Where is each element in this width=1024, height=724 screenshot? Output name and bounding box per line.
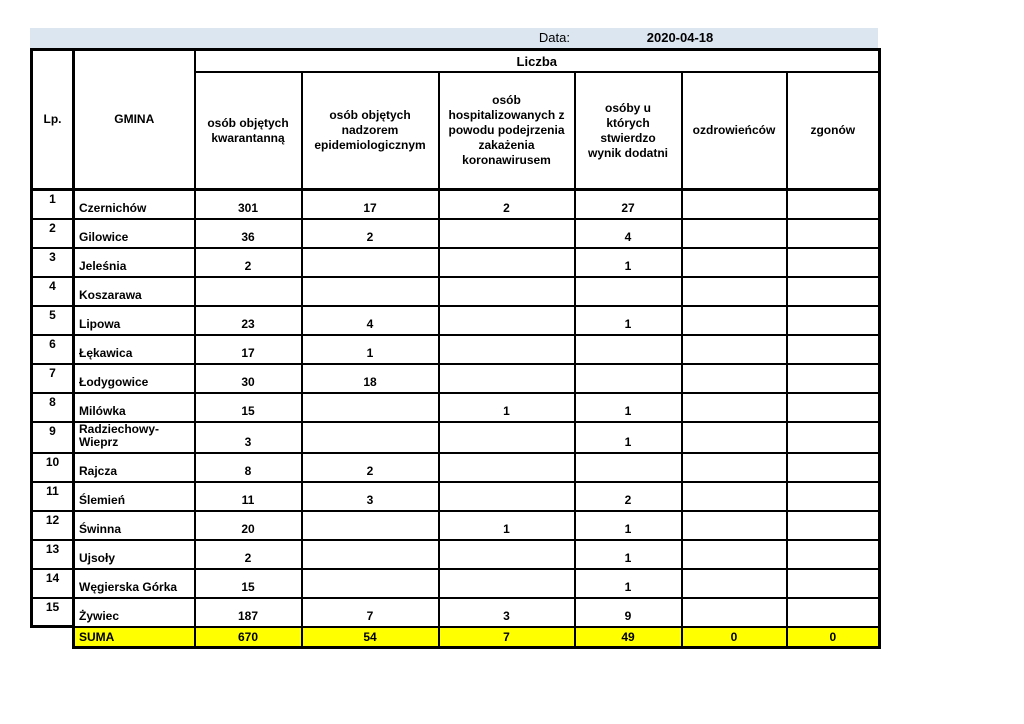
kwarantanna-value-cell: 2 bbox=[195, 540, 302, 569]
col-header-kwarantanna: osób objętych kwarantanną bbox=[195, 72, 302, 190]
col-header-hospitalizowani: osób hospitalizowanych z powodu podejrzenia zakażenia koronawirusem bbox=[439, 72, 575, 190]
col-header-wynik-dodatni: osóby u których stwierdzo wynik dodatni bbox=[575, 72, 682, 190]
ozdrowiency-value-cell bbox=[682, 219, 787, 248]
kwarantanna-value-cell: 36 bbox=[195, 219, 302, 248]
wynik-dodatni-value-cell: 1 bbox=[575, 511, 682, 540]
gmina-name-cell: Łękawica bbox=[74, 335, 195, 364]
nadzor-value-cell bbox=[302, 393, 439, 422]
row-number-cell: 6 bbox=[32, 335, 74, 364]
summary-value-wynik-dodatni: 49 bbox=[575, 627, 682, 648]
kwarantanna-value-cell bbox=[195, 277, 302, 306]
summary-value-nadzor: 54 bbox=[302, 627, 439, 648]
ozdrowiency-value-cell bbox=[682, 248, 787, 277]
row-number-cell: 13 bbox=[32, 540, 74, 569]
nadzor-value-cell: 17 bbox=[302, 190, 439, 219]
kwarantanna-value-cell: 2 bbox=[195, 248, 302, 277]
zgony-value-cell bbox=[787, 219, 880, 248]
nadzor-value-cell: 2 bbox=[302, 219, 439, 248]
hospitalizowani-value-cell bbox=[439, 248, 575, 277]
hospitalizowani-value-cell bbox=[439, 482, 575, 511]
table-row bbox=[32, 277, 880, 306]
zgony-value-cell bbox=[787, 598, 880, 627]
gmina-name-cell: Ujsoły bbox=[74, 540, 195, 569]
gmina-name-cell: Lipowa bbox=[74, 306, 195, 335]
col-header-nadzor: osób objętych nadzorem epidemiologicznym bbox=[302, 72, 439, 190]
zgony-value-cell bbox=[787, 511, 880, 540]
table-row bbox=[32, 219, 880, 248]
row-number-cell: 11 bbox=[32, 482, 74, 511]
nadzor-value-cell bbox=[302, 248, 439, 277]
row-number-cell: 4 bbox=[32, 277, 74, 306]
ozdrowiency-value-cell bbox=[682, 511, 787, 540]
kwarantanna-value-cell: 187 bbox=[195, 598, 302, 627]
hospitalizowani-value-cell bbox=[439, 569, 575, 598]
wynik-dodatni-value-cell: 1 bbox=[575, 248, 682, 277]
hospitalizowani-value-cell bbox=[439, 306, 575, 335]
summary-row bbox=[32, 627, 880, 648]
date-label: Data: bbox=[538, 30, 570, 45]
zgony-value-cell bbox=[787, 569, 880, 598]
nadzor-value-cell: 18 bbox=[302, 364, 439, 393]
kwarantanna-value-cell: 3 bbox=[195, 422, 302, 453]
wynik-dodatni-value-cell: 2 bbox=[575, 482, 682, 511]
hospitalizowani-value-cell bbox=[439, 540, 575, 569]
nadzor-value-cell: 7 bbox=[302, 598, 439, 627]
wynik-dodatni-value-cell: 27 bbox=[575, 190, 682, 219]
summary-spacer-cell bbox=[32, 627, 74, 648]
kwarantanna-value-cell: 301 bbox=[195, 190, 302, 219]
zgony-value-cell bbox=[787, 422, 880, 453]
hospitalizowani-value-cell bbox=[439, 219, 575, 248]
wynik-dodatni-value-cell: 9 bbox=[575, 598, 682, 627]
kwarantanna-value-cell: 15 bbox=[195, 393, 302, 422]
table-row bbox=[32, 598, 880, 627]
zgony-value-cell bbox=[787, 248, 880, 277]
gmina-name-cell: Radziechowy-Wieprz bbox=[74, 422, 195, 453]
hospitalizowani-value-cell bbox=[439, 422, 575, 453]
ozdrowiency-value-cell bbox=[682, 277, 787, 306]
hospitalizowani-value-cell: 1 bbox=[439, 393, 575, 422]
hospitalizowani-value-cell bbox=[439, 335, 575, 364]
wynik-dodatni-value-cell: 1 bbox=[575, 393, 682, 422]
table-row bbox=[32, 393, 880, 422]
col-header-ozdrowiency: ozdrowieńców bbox=[682, 72, 787, 190]
ozdrowiency-value-cell bbox=[682, 422, 787, 453]
row-number-cell: 12 bbox=[32, 511, 74, 540]
hospitalizowani-value-cell bbox=[439, 453, 575, 482]
table-row bbox=[32, 569, 880, 598]
col-header-lp: Lp. bbox=[32, 50, 74, 190]
row-number-cell: 10 bbox=[32, 453, 74, 482]
ozdrowiency-value-cell bbox=[682, 393, 787, 422]
summary-label: SUMA bbox=[74, 627, 195, 648]
nadzor-value-cell bbox=[302, 277, 439, 306]
col-header-zgony: zgonów bbox=[787, 72, 880, 190]
table-row bbox=[32, 248, 880, 277]
ozdrowiency-value-cell bbox=[682, 569, 787, 598]
zgony-value-cell bbox=[787, 277, 880, 306]
table-row bbox=[32, 190, 880, 219]
nadzor-value-cell: 4 bbox=[302, 306, 439, 335]
nadzor-value-cell bbox=[302, 540, 439, 569]
wynik-dodatni-value-cell bbox=[575, 364, 682, 393]
nadzor-value-cell bbox=[302, 511, 439, 540]
zgony-value-cell bbox=[787, 540, 880, 569]
nadzor-value-cell bbox=[302, 569, 439, 598]
table-row bbox=[32, 422, 880, 453]
zgony-value-cell bbox=[787, 453, 880, 482]
hospitalizowani-value-cell: 1 bbox=[439, 511, 575, 540]
nadzor-value-cell: 2 bbox=[302, 453, 439, 482]
group-header-liczba: Liczba bbox=[195, 50, 880, 73]
kwarantanna-value-cell: 15 bbox=[195, 569, 302, 598]
kwarantanna-value-cell: 17 bbox=[195, 335, 302, 364]
row-number-cell: 7 bbox=[32, 364, 74, 393]
hospitalizowani-value-cell: 2 bbox=[439, 190, 575, 219]
row-number-cell: 5 bbox=[32, 306, 74, 335]
wynik-dodatni-value-cell: 1 bbox=[575, 422, 682, 453]
row-number-cell: 8 bbox=[32, 393, 74, 422]
wynik-dodatni-value-cell: 1 bbox=[575, 569, 682, 598]
zgony-value-cell bbox=[787, 190, 880, 219]
hospitalizowani-value-cell: 3 bbox=[439, 598, 575, 627]
wynik-dodatni-value-cell: 1 bbox=[575, 540, 682, 569]
gmina-name-cell: Czernichów bbox=[74, 190, 195, 219]
zgony-value-cell bbox=[787, 482, 880, 511]
summary-value-ozdrowiency: 0 bbox=[682, 627, 787, 648]
kwarantanna-value-cell: 20 bbox=[195, 511, 302, 540]
ozdrowiency-value-cell bbox=[682, 364, 787, 393]
table-row bbox=[32, 335, 880, 364]
ozdrowiency-value-cell bbox=[682, 335, 787, 364]
zgony-value-cell bbox=[787, 306, 880, 335]
row-number-cell: 1 bbox=[32, 190, 74, 219]
table-row bbox=[32, 453, 880, 482]
ozdrowiency-value-cell bbox=[682, 598, 787, 627]
ozdrowiency-value-cell bbox=[682, 540, 787, 569]
gmina-name-cell: Żywiec bbox=[74, 598, 195, 627]
summary-value-kwarantanna: 670 bbox=[195, 627, 302, 648]
summary-value-zgony: 0 bbox=[787, 627, 880, 648]
zgony-value-cell bbox=[787, 364, 880, 393]
gmina-name-cell: Rajcza bbox=[74, 453, 195, 482]
gmina-name-cell: Gilowice bbox=[74, 219, 195, 248]
nadzor-value-cell: 1 bbox=[302, 335, 439, 364]
ozdrowiency-value-cell bbox=[682, 190, 787, 219]
kwarantanna-value-cell: 8 bbox=[195, 453, 302, 482]
hospitalizowani-value-cell bbox=[439, 277, 575, 306]
gmina-name-cell: Węgierska Górka bbox=[74, 569, 195, 598]
table-row bbox=[32, 306, 880, 335]
gmina-name-cell: Ślemień bbox=[74, 482, 195, 511]
row-number-cell: 15 bbox=[32, 598, 74, 627]
table-row bbox=[32, 511, 880, 540]
table-row bbox=[32, 540, 880, 569]
zgony-value-cell bbox=[787, 393, 880, 422]
date-bar bbox=[30, 28, 878, 48]
gmina-name-cell: Koszarawa bbox=[74, 277, 195, 306]
nadzor-value-cell bbox=[302, 422, 439, 453]
report-sheet bbox=[30, 28, 878, 649]
kwarantanna-value-cell: 23 bbox=[195, 306, 302, 335]
kwarantanna-value-cell: 11 bbox=[195, 482, 302, 511]
gmina-name-cell: Łodygowice bbox=[74, 364, 195, 393]
col-header-gmina: GMINA bbox=[74, 50, 195, 190]
group-header-row bbox=[32, 50, 880, 73]
table-row bbox=[32, 364, 880, 393]
zgony-value-cell bbox=[787, 335, 880, 364]
nadzor-value-cell: 3 bbox=[302, 482, 439, 511]
ozdrowiency-value-cell bbox=[682, 482, 787, 511]
wynik-dodatni-value-cell bbox=[575, 277, 682, 306]
row-number-cell: 14 bbox=[32, 569, 74, 598]
wynik-dodatni-value-cell: 4 bbox=[575, 219, 682, 248]
wynik-dodatni-value-cell bbox=[575, 453, 682, 482]
gmina-name-cell: Świnna bbox=[74, 511, 195, 540]
ozdrowiency-value-cell bbox=[682, 453, 787, 482]
hospitalizowani-value-cell bbox=[439, 364, 575, 393]
table-row bbox=[32, 482, 880, 511]
wynik-dodatni-value-cell: 1 bbox=[575, 306, 682, 335]
date-value: 2020-04-18 bbox=[646, 30, 714, 45]
gmina-name-cell: Jeleśnia bbox=[74, 248, 195, 277]
covid-gmina-table bbox=[30, 48, 881, 649]
gmina-name-cell: Milówka bbox=[74, 393, 195, 422]
ozdrowiency-value-cell bbox=[682, 306, 787, 335]
row-number-cell: 9 bbox=[32, 422, 74, 453]
row-number-cell: 2 bbox=[32, 219, 74, 248]
wynik-dodatni-value-cell bbox=[575, 335, 682, 364]
row-number-cell: 3 bbox=[32, 248, 74, 277]
kwarantanna-value-cell: 30 bbox=[195, 364, 302, 393]
summary-value-hospitalizowani: 7 bbox=[439, 627, 575, 648]
